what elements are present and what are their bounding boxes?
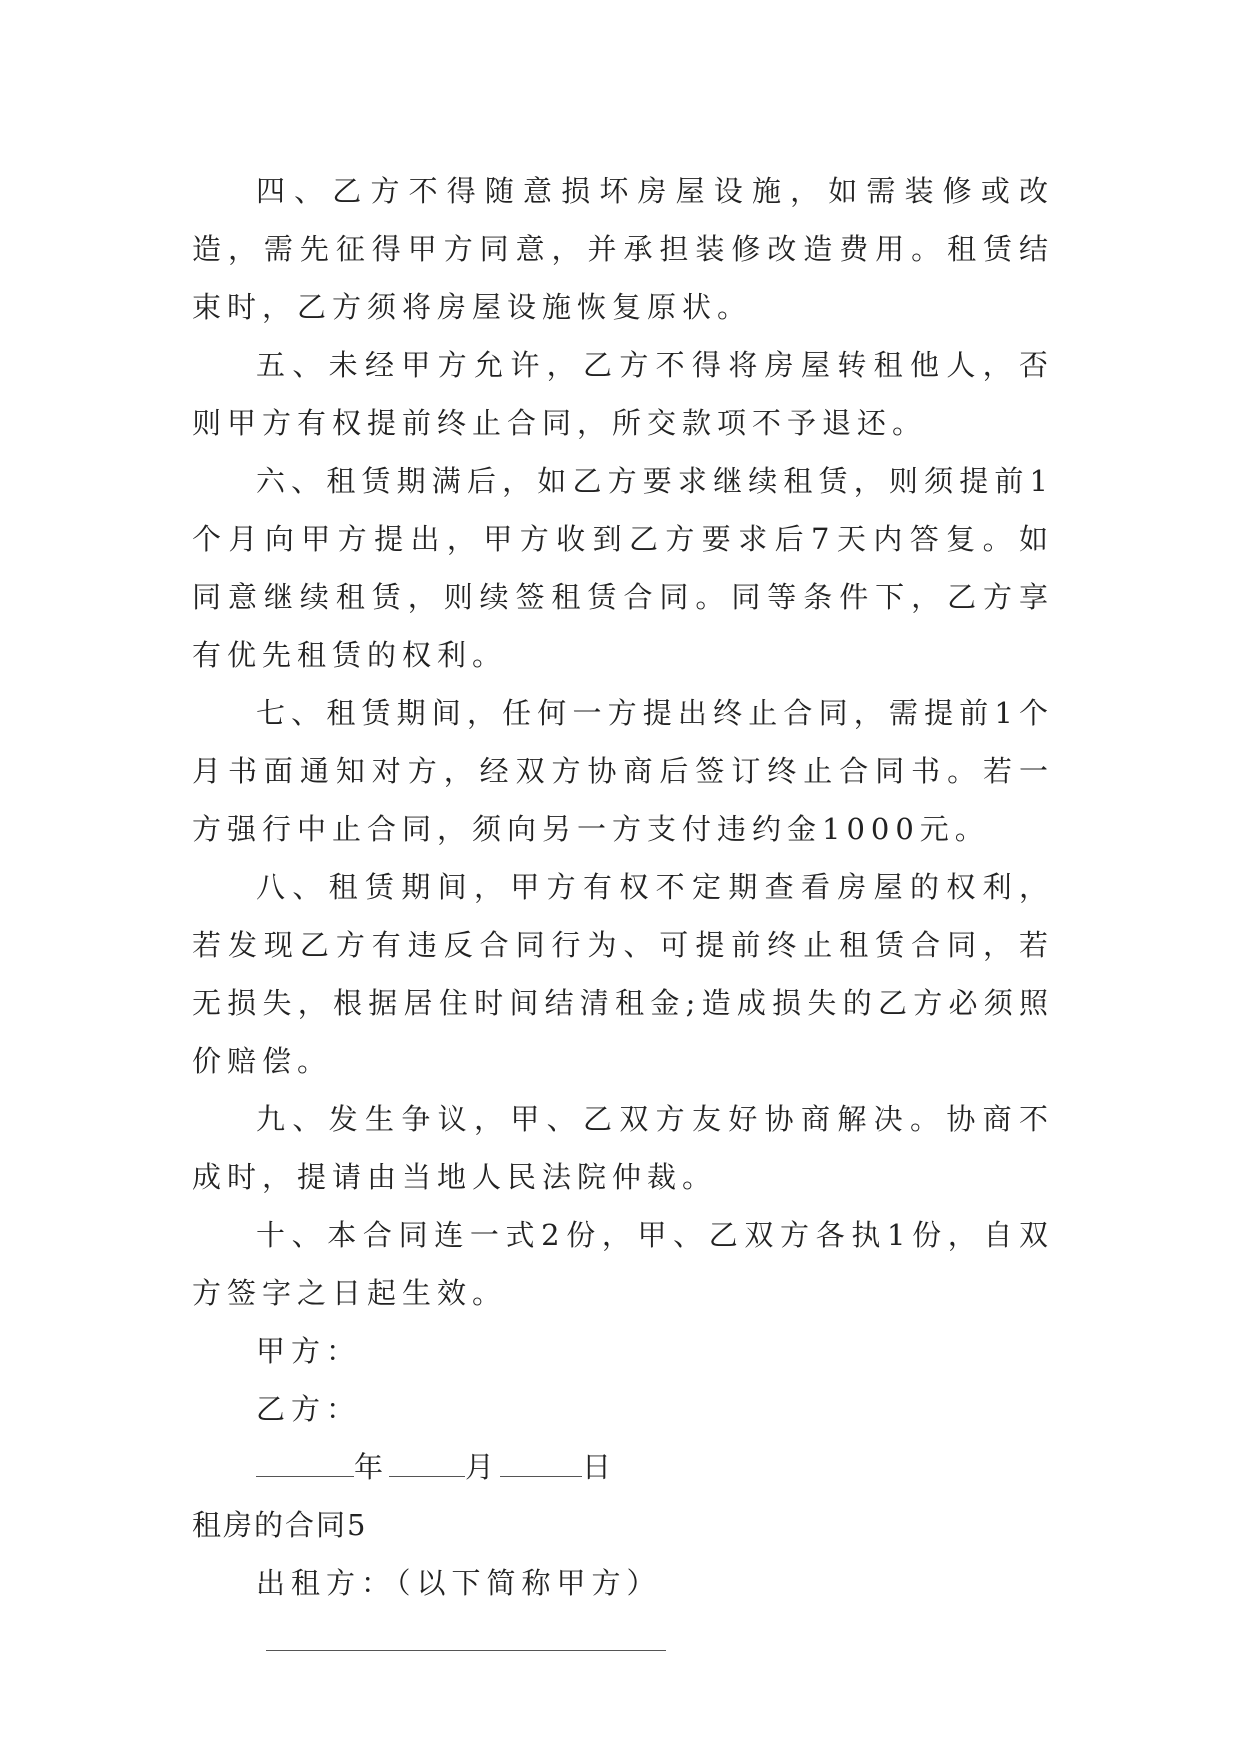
lessor-blank (266, 1624, 666, 1651)
contract-body (192, 162, 1054, 1670)
lessor-label: 出租方：（以下简称甲方） (256, 1566, 662, 1600)
date-line (192, 1438, 1054, 1496)
clause-10: 十、本合同连一式2份，甲、乙双方各执1份，自双方签字之日起生效。 (192, 1218, 1054, 1310)
party-a-signature: 甲方： (256, 1334, 362, 1368)
day-label: 日 (582, 1450, 618, 1484)
clause-8: 八、租赁期间，甲方有权不定期查看房屋的权利，若发现乙方有违反合同行为、可提前终止租赁合同，若无损失，根据居住时间结清租金;造成损失的乙方必须照价赔偿。 (192, 870, 1054, 1078)
month-blank (389, 1450, 465, 1477)
next-contract-title: 租房的合同5 (192, 1508, 368, 1542)
clause-9: 九、发生争议，甲、乙双方友好协商解决。协商不成时，提请由当地人民法院仲裁。 (192, 1102, 1054, 1194)
lessor-line (192, 1554, 1054, 1670)
day-blank (500, 1450, 582, 1477)
clause-7: 七、租赁期间，任何一方提出终止合同，需提前1个月书面通知对方，经双方协商后签订终止合同书。若一方强行中止合同，须向另一方支付违约金1000元。 (192, 696, 1054, 846)
clause-4: 四、乙方不得随意损坏房屋设施，如需装修或改造，需先征得甲方同意，并承担装修改造费用。租赁结束时，乙方须将房屋设施恢复原状。 (192, 174, 1054, 324)
year-blank (256, 1450, 354, 1477)
clause-6: 六、租赁期满后，如乙方要求继续租赁，则须提前1个月向甲方提出，甲方收到乙方要求后7天内答复。如同意继续租赁，则续签租赁合同。同等条件下，乙方享有优先租赁的权利。 (192, 464, 1054, 672)
party-b-signature: 乙方： (256, 1392, 362, 1426)
clause-5: 五、未经甲方允许，乙方不得将房屋转租他人，否则甲方有权提前终止合同，所交款项不予退还。 (192, 348, 1054, 440)
month-label: 月 (465, 1450, 501, 1484)
year-label: 年 (354, 1450, 390, 1484)
